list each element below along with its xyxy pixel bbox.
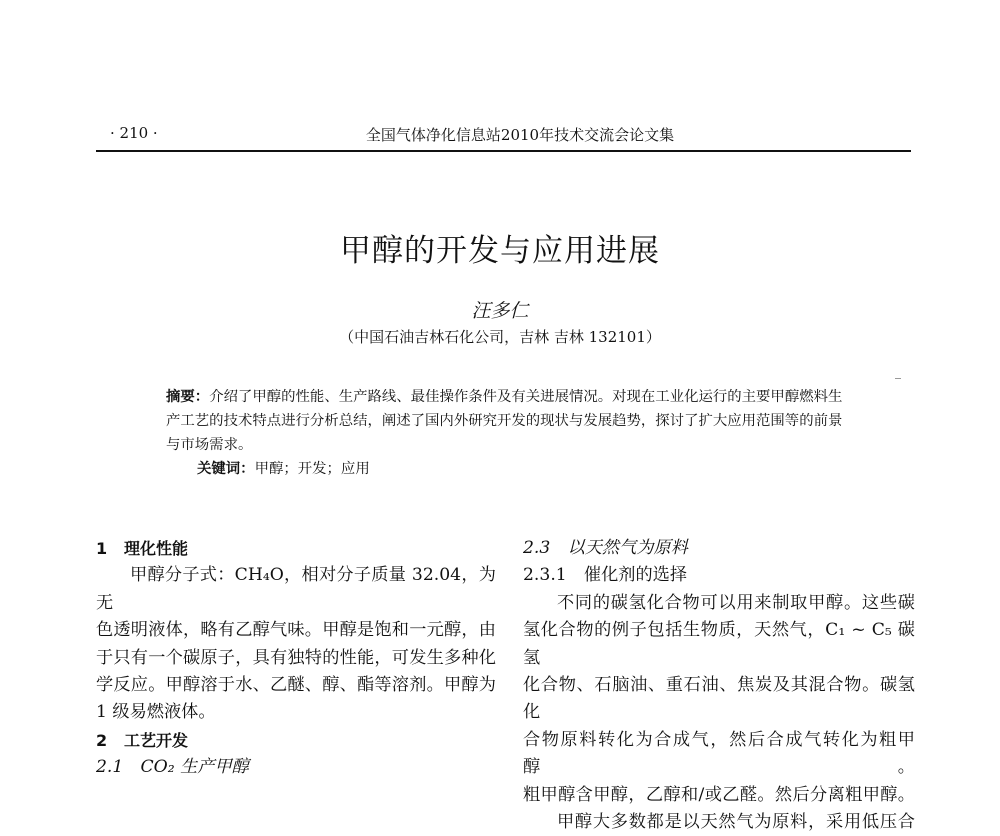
subsection-heading: 2.3 以天然气为原料 bbox=[523, 538, 688, 558]
paragraph-line: 甲醇大多数都是以天然气为原料，采用低压合 bbox=[557, 812, 915, 833]
keywords-label: 关键词： bbox=[197, 460, 255, 477]
section-number: 2 bbox=[96, 730, 108, 750]
section-heading-2 bbox=[96, 727, 496, 754]
abstract-text: 介绍了甲醇的性能、生产路线、最佳操作条件及有关进展情况。对现在工业化运行的主要甲醇燃料生产工艺的技术特点进行分析总结，阐述了国内外研究开发的现状与发展趋势，探讨了扩大应用范围等的前景与市场需求。 bbox=[166, 389, 843, 453]
paragraph-line: 色透明液体，略有乙醇气味。甲醇是饱和一元醇，由 bbox=[96, 620, 496, 641]
paragraph-line: 粗甲醇含甲醇，乙醇和/或乙醛。然后分离粗甲醇。 bbox=[523, 784, 915, 805]
author-affiliation: （中国石油吉林石化公司，吉林 吉林 132101） bbox=[339, 328, 661, 346]
abstract-label: 摘要： bbox=[166, 388, 210, 405]
section-title: 工艺开发 bbox=[124, 730, 189, 750]
subsection-heading: 2.1 CO₂ 生产甲醇 bbox=[96, 757, 249, 778]
paragraph-line: 氢化合物的例子包括生物质，天然气，C₁ ~ C₅ 碳氢 bbox=[523, 620, 915, 668]
paragraph-line: 甲醇分子式：CH₄O，相对分子质量 32.04，为无 bbox=[96, 565, 496, 613]
subsubsection-heading: 2.3.1 催化剂的选择 bbox=[523, 565, 688, 586]
paragraph-line: 于只有一个碳原子，具有独特的性能，可发生多种化 bbox=[96, 647, 496, 668]
section-heading-1 bbox=[96, 535, 496, 562]
page-number: · 210 · bbox=[110, 124, 158, 142]
abstract bbox=[166, 385, 846, 457]
scan-mark bbox=[895, 378, 901, 379]
journal-header: 全国气体净化信息站2010年技术交流会论文集 bbox=[365, 126, 675, 144]
right-column bbox=[523, 535, 915, 836]
section-title: 理化性能 bbox=[124, 539, 189, 558]
section-number: 1 bbox=[96, 539, 108, 558]
author-name: 汪多仁 bbox=[471, 300, 529, 322]
keywords bbox=[197, 457, 370, 478]
keywords-text: 甲醇；开发；应用 bbox=[254, 461, 370, 477]
paragraph-line: 学反应。甲醇溶于水、乙醚、醇、酯等溶剂。甲醇为 bbox=[96, 675, 496, 696]
paragraph-line: 不同的碳氢化合物可以用来制取甲醇。这些碳 bbox=[557, 592, 915, 613]
article-title: 甲醇的开发与应用进展 bbox=[340, 233, 660, 269]
paragraph-line: 1 级易燃液体。 bbox=[96, 702, 216, 723]
left-column bbox=[96, 535, 496, 782]
header-rule bbox=[96, 150, 911, 152]
paragraph-line: 合物原料转化为合成气，然后合成气转化为粗甲醇。 bbox=[523, 729, 915, 778]
paragraph-line: 化合物、石脑油、重石油、焦炭及其混合物。碳氢化 bbox=[523, 675, 915, 723]
